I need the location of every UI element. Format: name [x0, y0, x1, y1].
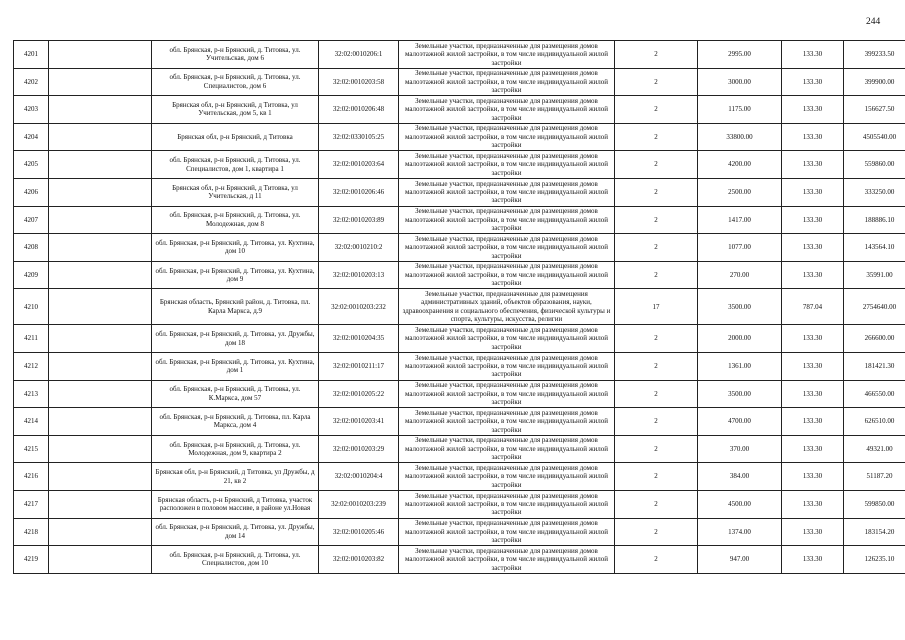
page-number: 244	[866, 17, 881, 27]
cadastral-number-cell: 32:02:0010205:22	[319, 380, 399, 408]
address-cell: обл. Брянская, р-н Брянский, д. Титовка, ул. Специалистов, дом 1, квартира 1	[152, 151, 319, 179]
cadastral-number-cell: 32:02:0010203:64	[319, 151, 399, 179]
cadastral-number-cell: 32:02:0010205:46	[319, 518, 399, 546]
table-row	[14, 123, 905, 151]
cadastral-value-cell: 49321.00	[844, 435, 905, 463]
group-cell: 2	[615, 234, 698, 262]
row-number: 4211	[14, 325, 49, 353]
group-cell: 2	[615, 68, 698, 96]
land-use-cell: Земельные участки, предназначенные для размещения домов малоэтажной жилой застройки, в том числе индивидуальной жилой застройки	[399, 68, 615, 96]
row-number: 4202	[14, 68, 49, 96]
blank-cell	[49, 518, 152, 546]
blank-cell	[49, 463, 152, 491]
blank-cell	[49, 234, 152, 262]
blank-cell	[49, 546, 152, 574]
area-cell: 2500.00	[698, 178, 782, 206]
specific-value-cell: 133.30	[782, 206, 844, 234]
group-cell: 2	[615, 261, 698, 289]
blank-cell	[49, 408, 152, 436]
address-cell: обл. Брянская, р-н Брянский, д. Титовка, ул. Кухтина, дом 10	[152, 234, 319, 262]
land-use-cell: Земельные участки, предназначенные для размещения домов малоэтажной жилой застройки, в том числе индивидуальной жилой застройки	[399, 123, 615, 151]
table-row	[14, 289, 905, 325]
row-number: 4205	[14, 151, 49, 179]
blank-cell	[49, 289, 152, 325]
address-cell: обл. Брянская, р-н Брянский, д. Титовка, ул. Дружбы, дом 14	[152, 518, 319, 546]
land-use-cell: Земельные участки, предназначенные для размещения домов малоэтажной жилой застройки, в том числе индивидуальной жилой застройки	[399, 41, 615, 69]
cadastral-number-cell: 32:02:0010203:13	[319, 261, 399, 289]
group-cell: 2	[615, 151, 698, 179]
cadastral-number-cell: 32:02:0010203:82	[319, 546, 399, 574]
land-use-cell: Земельные участки, предназначенные для размещения домов малоэтажной жилой застройки, в том числе индивидуальной жилой застройки	[399, 325, 615, 353]
specific-value-cell: 133.30	[782, 234, 844, 262]
address-cell: обл. Брянская, р-н Брянский, д. Титовка, ул. Дружбы, дом 18	[152, 325, 319, 353]
address-cell: обл. Брянская, р-н Брянский, д. Титовка, ул. Кухтина, дом 9	[152, 261, 319, 289]
cadastral-number-cell: 32:02:0010203:232	[319, 289, 399, 325]
cadastral-value-cell: 466550.00	[844, 380, 905, 408]
specific-value-cell: 133.30	[782, 151, 844, 179]
row-number: 4219	[14, 546, 49, 574]
group-cell: 2	[615, 123, 698, 151]
row-number: 4204	[14, 123, 49, 151]
cadastral-value-cell: 156627.50	[844, 96, 905, 124]
table-row	[14, 96, 905, 124]
blank-cell	[49, 380, 152, 408]
land-use-cell: Земельные участки, предназначенные для размещения домов малоэтажной жилой застройки, в том числе индивидуальной жилой застройки	[399, 206, 615, 234]
area-cell: 1361.00	[698, 352, 782, 380]
row-number: 4216	[14, 463, 49, 491]
specific-value-cell: 133.30	[782, 41, 844, 69]
address-cell: Брянская обл, р-н Брянский, д Титовка, ул Дружбы, д 21, кв 2	[152, 463, 319, 491]
group-cell: 2	[615, 546, 698, 574]
land-use-cell: Земельные участки, предназначенные для размещения домов малоэтажной жилой застройки, в том числе индивидуальной жилой застройки	[399, 96, 615, 124]
area-cell: 4500.00	[698, 490, 782, 518]
row-number: 4213	[14, 380, 49, 408]
cadastral-value-cell: 188886.10	[844, 206, 905, 234]
cadastral-value-cell: 2754640.00	[844, 289, 905, 325]
group-cell: 2	[615, 325, 698, 353]
cadastral-number-cell: 32:02:0010204:35	[319, 325, 399, 353]
area-cell: 1175.00	[698, 96, 782, 124]
area-cell: 3000.00	[698, 68, 782, 96]
group-cell: 2	[615, 435, 698, 463]
cadastral-value-cell: 51187.20	[844, 463, 905, 491]
cadastral-value-table	[13, 40, 905, 574]
group-cell: 2	[615, 380, 698, 408]
address-cell: обл. Брянская, р-н Брянский, д. Титовка, ул. К.Маркса, дом 57	[152, 380, 319, 408]
table-row	[14, 380, 905, 408]
cadastral-number-cell: 32:02:0330105:25	[319, 123, 399, 151]
row-number: 4209	[14, 261, 49, 289]
cadastral-number-cell: 32:02:0010204:4	[319, 463, 399, 491]
area-cell: 33800.00	[698, 123, 782, 151]
land-use-cell: Земельные участки, предназначенные для размещения домов малоэтажной жилой застройки, в том числе индивидуальной жилой застройки	[399, 463, 615, 491]
blank-cell	[49, 490, 152, 518]
table-row	[14, 325, 905, 353]
address-cell: Брянская обл, р-н Брянский, д Титовка, ул Учительская, д 11	[152, 178, 319, 206]
land-use-cell: Земельные участки, предназначенные для размещения домов малоэтажной жилой застройки, в том числе индивидуальной жилой застройки	[399, 178, 615, 206]
cadastral-number-cell: 32:02:0010203:89	[319, 206, 399, 234]
row-number: 4203	[14, 96, 49, 124]
specific-value-cell: 133.30	[782, 123, 844, 151]
address-cell: Брянская область, Брянский район, д. Титовка, пл. Карла Маркса, д.9	[152, 289, 319, 325]
row-number: 4214	[14, 408, 49, 436]
cadastral-number-cell: 32:02:0010203:29	[319, 435, 399, 463]
land-use-cell: Земельные участки, предназначенные для размещения домов малоэтажной жилой застройки, в том числе индивидуальной жилой застройки	[399, 151, 615, 179]
table-row	[14, 490, 905, 518]
blank-cell	[49, 96, 152, 124]
area-cell: 3500.00	[698, 289, 782, 325]
row-number: 4217	[14, 490, 49, 518]
address-cell: обл. Брянская, р-н Брянский, д. Титовка, ул. Молодежная, дом 9, квартира 2	[152, 435, 319, 463]
blank-cell	[49, 178, 152, 206]
group-cell: 17	[615, 289, 698, 325]
address-cell: Брянская обл, р-н Брянский, д Титовка, ул Учительская, дом 5, кв 1	[152, 96, 319, 124]
cadastral-value-cell: 181421.30	[844, 352, 905, 380]
row-number: 4218	[14, 518, 49, 546]
cadastral-number-cell: 32:02:0010210:2	[319, 234, 399, 262]
cadastral-value-cell: 399233.50	[844, 41, 905, 69]
cadastral-value-cell: 35991.00	[844, 261, 905, 289]
land-use-cell: Земельные участки, предназначенные для размещения домов малоэтажной жилой застройки, в том числе индивидуальной жилой застройки	[399, 490, 615, 518]
cadastral-number-cell: 32:02:0010206:48	[319, 96, 399, 124]
land-use-cell: Земельные участки, предназначенные для размещения административных зданий, объектов образования, науки, здравоохранения и социального обеспечения, физической культуры и спорта, культуры, искусства, религии	[399, 289, 615, 325]
group-cell: 2	[615, 178, 698, 206]
address-cell: обл. Брянская, р-н Брянский, д. Титовка, ул. Специалистов, дом 10	[152, 546, 319, 574]
table-row	[14, 546, 905, 574]
land-use-cell: Земельные участки, предназначенные для размещения домов малоэтажной жилой застройки, в том числе индивидуальной жилой застройки	[399, 546, 615, 574]
address-cell: обл. Брянская, р-н Брянский, д. Титовка, ул. Молодежная, дом 8	[152, 206, 319, 234]
land-use-cell: Земельные участки, предназначенные для размещения домов малоэтажной жилой застройки, в том числе индивидуальной жилой застройки	[399, 518, 615, 546]
specific-value-cell: 133.30	[782, 68, 844, 96]
land-use-cell: Земельные участки, предназначенные для размещения домов малоэтажной жилой застройки, в том числе индивидуальной жилой застройки	[399, 261, 615, 289]
cadastral-number-cell: 32:02:0010206:1	[319, 41, 399, 69]
group-cell: 2	[615, 463, 698, 491]
blank-cell	[49, 68, 152, 96]
area-cell: 1374.00	[698, 518, 782, 546]
table-row	[14, 463, 905, 491]
specific-value-cell: 133.30	[782, 490, 844, 518]
table-row	[14, 68, 905, 96]
group-cell: 2	[615, 408, 698, 436]
table-body	[14, 41, 905, 574]
table-row	[14, 435, 905, 463]
specific-value-cell: 133.30	[782, 546, 844, 574]
row-number: 4206	[14, 178, 49, 206]
cadastral-number-cell: 32:02:0010203:58	[319, 68, 399, 96]
area-cell: 1077.00	[698, 234, 782, 262]
group-cell: 2	[615, 352, 698, 380]
row-number: 4208	[14, 234, 49, 262]
cadastral-value-cell: 626510.00	[844, 408, 905, 436]
table-row	[14, 178, 905, 206]
blank-cell	[49, 261, 152, 289]
cadastral-value-cell: 333250.00	[844, 178, 905, 206]
land-use-cell: Земельные участки, предназначенные для размещения домов малоэтажной жилой застройки, в том числе индивидуальной жилой застройки	[399, 435, 615, 463]
area-cell: 2000.00	[698, 325, 782, 353]
specific-value-cell: 133.30	[782, 352, 844, 380]
row-number: 4207	[14, 206, 49, 234]
address-cell: обл. Брянская, р-н Брянский, д. Титовка, ул. Специалистов, дом 6	[152, 68, 319, 96]
cadastral-value-cell: 399900.00	[844, 68, 905, 96]
cadastral-value-cell: 266600.00	[844, 325, 905, 353]
address-cell: обл. Брянская, р-н Брянский, д. Титовка, пл. Карла Маркса, дом 4	[152, 408, 319, 436]
area-cell: 370.00	[698, 435, 782, 463]
specific-value-cell: 133.30	[782, 380, 844, 408]
group-cell: 2	[615, 41, 698, 69]
cadastral-number-cell: 32:02:0010203:239	[319, 490, 399, 518]
table-row	[14, 41, 905, 69]
group-cell: 2	[615, 490, 698, 518]
row-number: 4212	[14, 352, 49, 380]
table-row	[14, 261, 905, 289]
cadastral-value-cell: 599850.00	[844, 490, 905, 518]
specific-value-cell: 133.30	[782, 435, 844, 463]
area-cell: 4700.00	[698, 408, 782, 436]
area-cell: 384.00	[698, 463, 782, 491]
area-cell: 947.00	[698, 546, 782, 574]
blank-cell	[49, 435, 152, 463]
land-use-cell: Земельные участки, предназначенные для размещения домов малоэтажной жилой застройки, в том числе индивидуальной жилой застройки	[399, 380, 615, 408]
cadastral-number-cell: 32:02:0010211:17	[319, 352, 399, 380]
specific-value-cell: 787.04	[782, 289, 844, 325]
area-cell: 1417.00	[698, 206, 782, 234]
group-cell: 2	[615, 96, 698, 124]
blank-cell	[49, 206, 152, 234]
specific-value-cell: 133.30	[782, 261, 844, 289]
address-cell: Брянская область, р-н Брянский, д Титовка, участок расположен в половом массиве, в районе ул.Новая	[152, 490, 319, 518]
cadastral-value-cell: 183154.20	[844, 518, 905, 546]
row-number: 4210	[14, 289, 49, 325]
area-cell: 4200.00	[698, 151, 782, 179]
land-use-cell: Земельные участки, предназначенные для размещения домов малоэтажной жилой застройки, в том числе индивидуальной жилой застройки	[399, 234, 615, 262]
table-row	[14, 408, 905, 436]
cadastral-value-cell: 143564.10	[844, 234, 905, 262]
blank-cell	[49, 352, 152, 380]
specific-value-cell: 133.30	[782, 178, 844, 206]
row-number: 4215	[14, 435, 49, 463]
blank-cell	[49, 41, 152, 69]
address-cell: Брянская обл, р-н Брянский, д Титовка	[152, 123, 319, 151]
table-row	[14, 234, 905, 262]
blank-cell	[49, 123, 152, 151]
specific-value-cell: 133.30	[782, 463, 844, 491]
land-use-cell: Земельные участки, предназначенные для размещения домов малоэтажной жилой застройки, в том числе индивидуальной жилой застройки	[399, 408, 615, 436]
specific-value-cell: 133.30	[782, 408, 844, 436]
table-row	[14, 206, 905, 234]
land-use-cell: Земельные участки, предназначенные для размещения домов малоэтажной жилой застройки, в том числе индивидуальной жилой застройки	[399, 352, 615, 380]
specific-value-cell: 133.30	[782, 518, 844, 546]
table-row	[14, 518, 905, 546]
group-cell: 2	[615, 518, 698, 546]
address-cell: обл. Брянская, р-н Брянский, д. Титовка, ул. Учительская, дом 6	[152, 41, 319, 69]
cadastral-value-cell: 559860.00	[844, 151, 905, 179]
row-number: 4201	[14, 41, 49, 69]
specific-value-cell: 133.30	[782, 96, 844, 124]
cadastral-number-cell: 32:02:0010203:41	[319, 408, 399, 436]
area-cell: 3500.00	[698, 380, 782, 408]
blank-cell	[49, 151, 152, 179]
cadastral-value-cell: 4505540.00	[844, 123, 905, 151]
blank-cell	[49, 325, 152, 353]
cadastral-number-cell: 32:02:0010206:46	[319, 178, 399, 206]
table-row	[14, 151, 905, 179]
group-cell: 2	[615, 206, 698, 234]
cadastral-value-cell: 126235.10	[844, 546, 905, 574]
area-cell: 2995.00	[698, 41, 782, 69]
area-cell: 270.00	[698, 261, 782, 289]
address-cell: обл. Брянская, р-н Брянский, д. Титовка, ул. Кухтина, дом 1	[152, 352, 319, 380]
specific-value-cell: 133.30	[782, 325, 844, 353]
table-row	[14, 352, 905, 380]
